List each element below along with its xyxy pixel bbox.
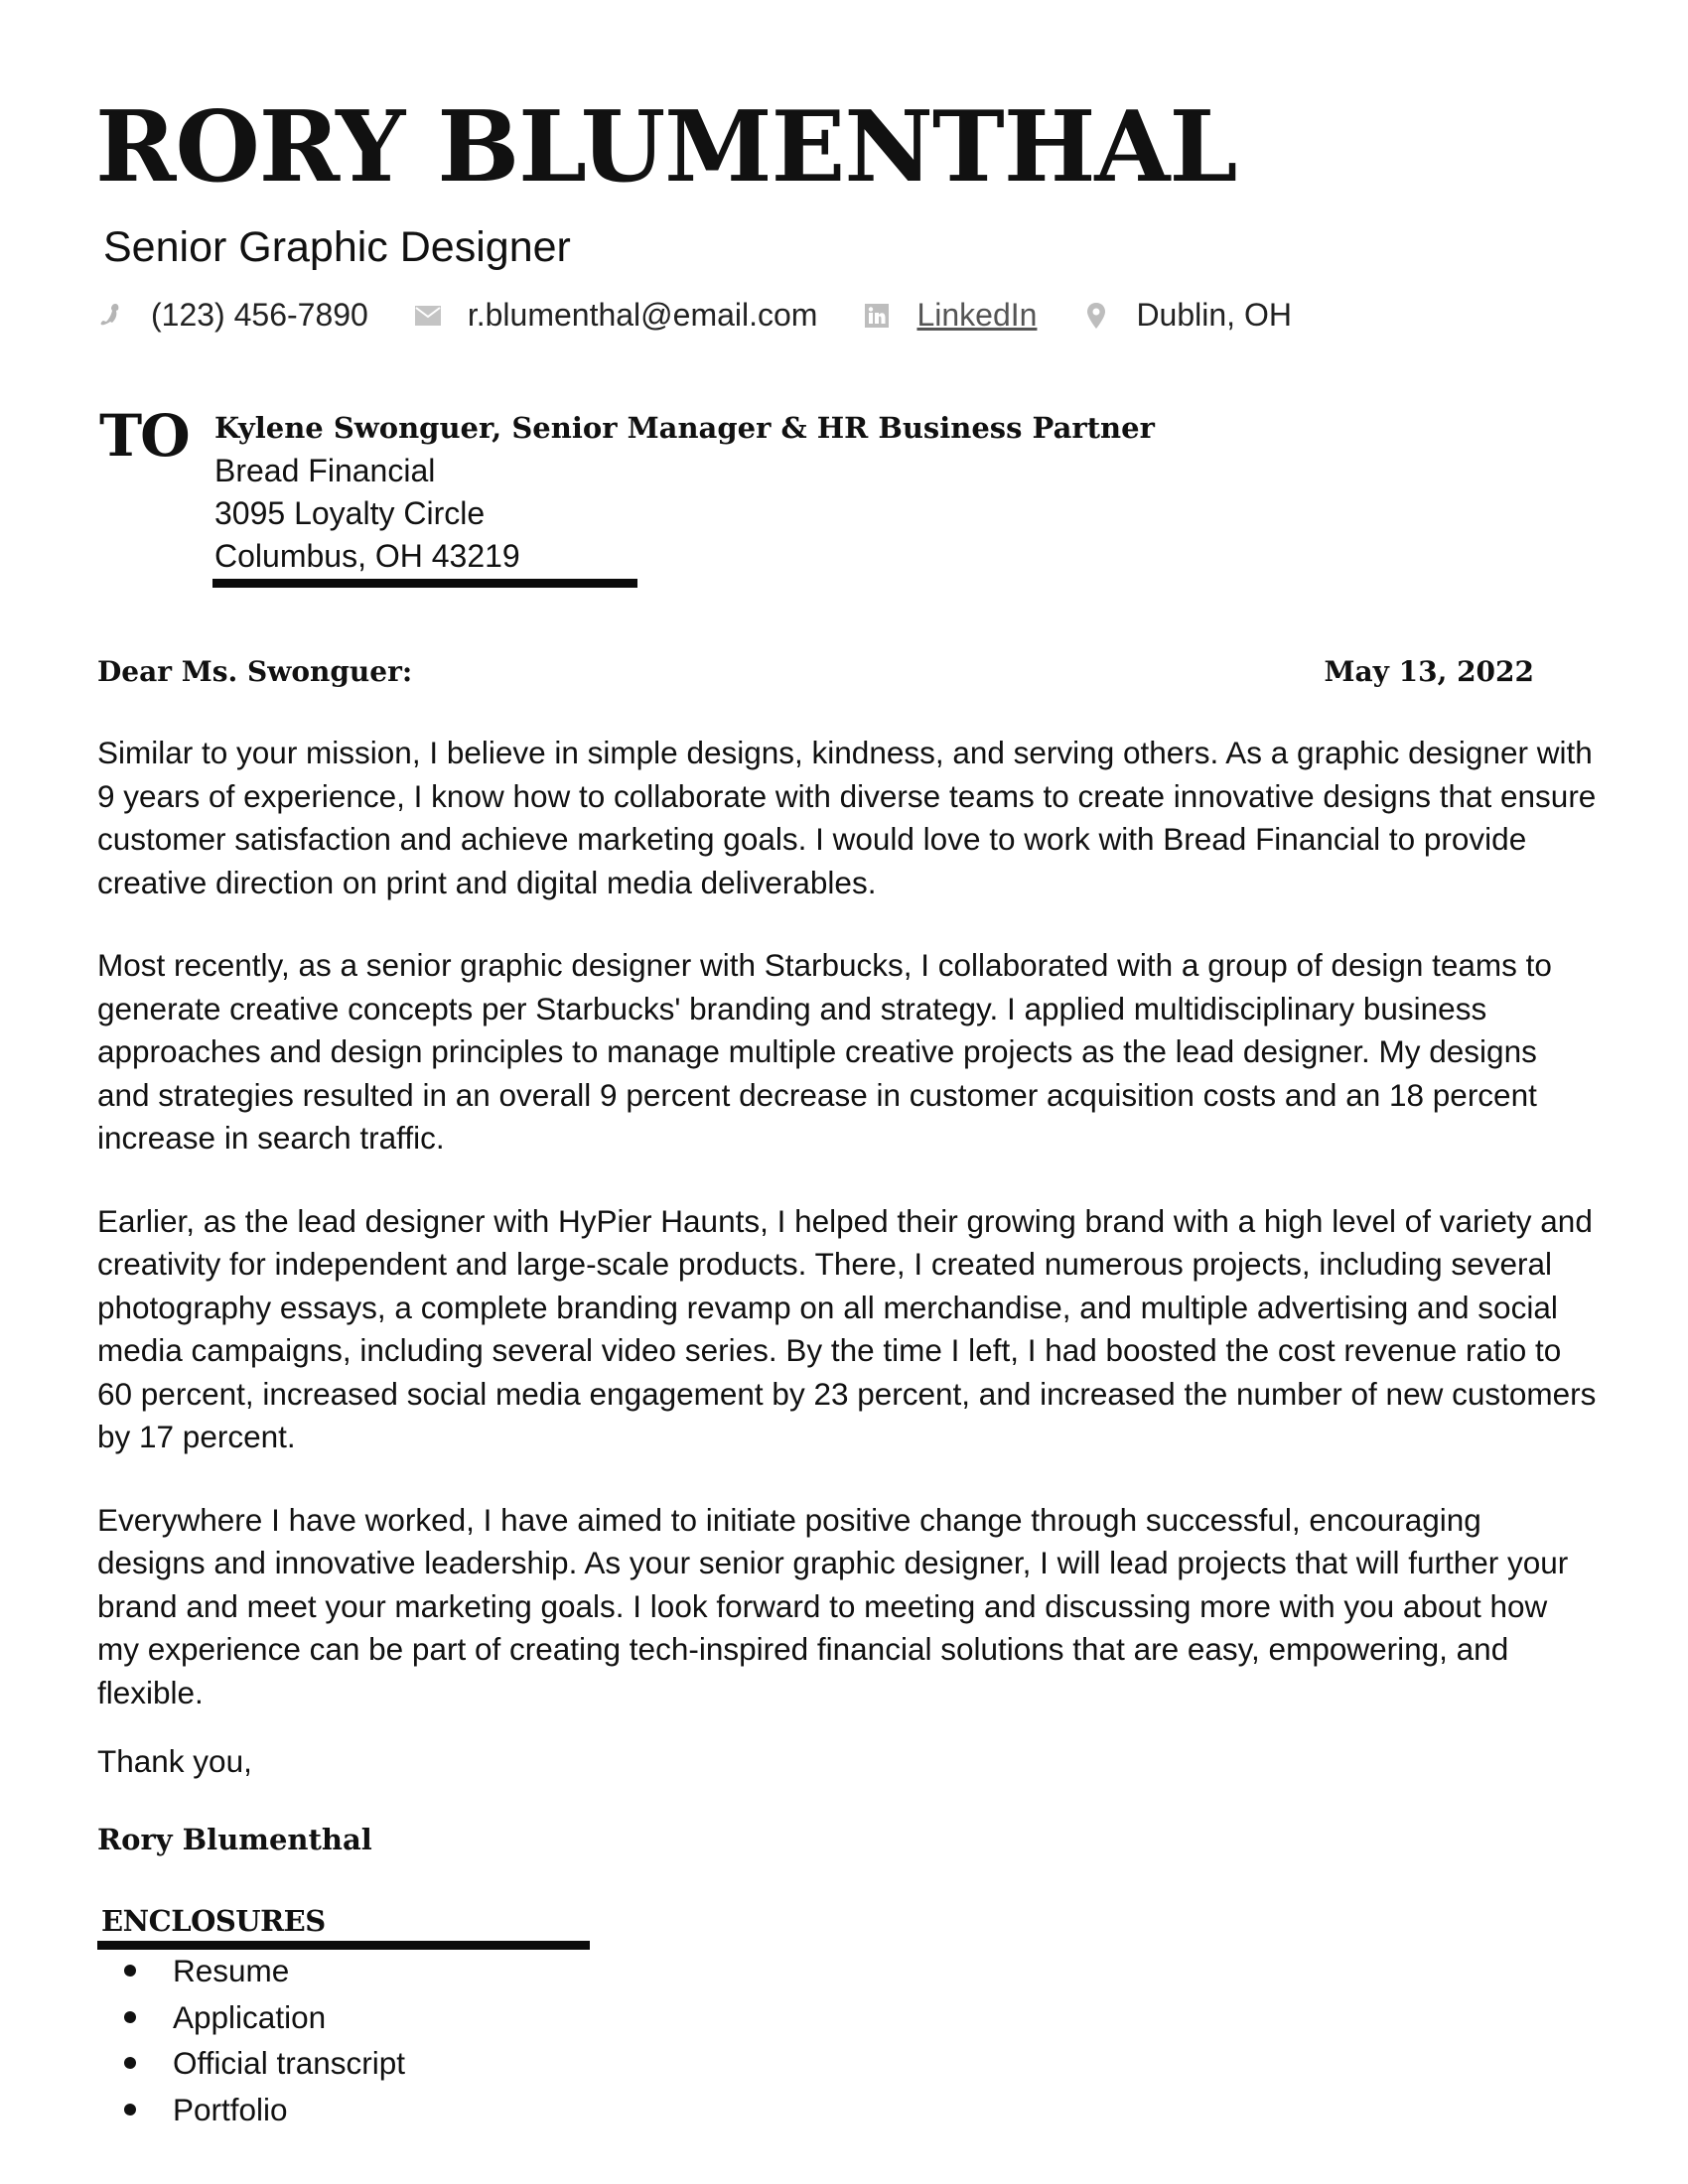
bullet-icon bbox=[124, 1965, 136, 1977]
bullet-icon bbox=[124, 2057, 136, 2069]
contact-phone bbox=[97, 297, 368, 334]
recipient-city: Columbus, OH 43219 bbox=[214, 538, 520, 574]
paragraph-intro: Similar to your mission, I believe in simple designs, kindness, and serving others. As a graphic designer with 9 years of experience, I know how to collaborate with diverse teams to create innovative designs that ensure customer satisfaction and achieve marketing goals. I would love to work with Bread Financial to provide creative direction on print and digital media deliverables. bbox=[97, 735, 1597, 900]
contact-location bbox=[1082, 297, 1292, 334]
closing-phrase: Thank you, bbox=[97, 1743, 252, 1779]
phone-icon bbox=[97, 302, 125, 330]
bullet-icon bbox=[124, 2104, 136, 2116]
recipient-company: Bread Financial bbox=[214, 453, 436, 488]
enclosure-label: Application bbox=[173, 1998, 327, 2035]
contact-linkedin bbox=[863, 297, 1037, 334]
enclosure-label: Official transcript bbox=[173, 2045, 405, 2081]
contact-bar bbox=[97, 297, 1337, 334]
recipient-street: 3095 Loyalty Circle bbox=[214, 495, 486, 531]
paragraph-hypier: Earlier, as the lead designer with HyPier Haunts, I helped their growing brand with a high level of variety and creativity for independent and large-scale products. There, I created numerous projects, including several photography essays, a complete branding revamp on all merchandise, and multiple advertising and social media campaigns, including several video series. By the time I left, I had boosted the cost revenue ratio to 60 percent, increased social media engagement by 23 percent, and increased the number of new customers by 17 percent. bbox=[97, 1202, 1597, 1454]
recipient-block bbox=[214, 407, 1155, 578]
applicant-name: RORY BLUMENTHAL bbox=[95, 90, 1237, 205]
envelope-icon bbox=[414, 302, 442, 330]
salutation: Dear Ms. Swonguer: bbox=[97, 655, 413, 688]
applicant-title: Senior Graphic Designer bbox=[103, 223, 571, 271]
to-label: TO bbox=[99, 402, 189, 470]
recipient-divider bbox=[212, 579, 637, 588]
letter-date: May 13, 2022 bbox=[1324, 655, 1534, 688]
enclosures-heading: ENCLOSURES bbox=[101, 1904, 326, 1938]
letter-body bbox=[97, 732, 1597, 1754]
enclosure-label: Portfolio bbox=[173, 2091, 288, 2127]
phone-number: (123) 456-7890 bbox=[151, 297, 368, 333]
paragraph-closing: Everywhere I have worked, I have aimed to initiate positive change through successful, encouraging designs and innovative leadership. As your senior graphic designer, I will lead projects that will further your brand and meet your marketing goals. I look forward to meeting and discussing more with you about how my experience can be part of creating tech-inspired financial solutions that are easy, empowering, and flexible. bbox=[97, 1501, 1569, 1710]
linkedin-link[interactable]: LinkedIn bbox=[916, 297, 1038, 333]
map-pin-icon bbox=[1082, 302, 1110, 330]
bullet-icon bbox=[124, 2011, 136, 2023]
signature-name: Rory Blumenthal bbox=[97, 1823, 372, 1856]
recipient-name: Kylene Swonguer, Senior Manager & HR Business Partner bbox=[214, 411, 1155, 445]
list-item bbox=[97, 1994, 405, 2041]
paragraph-starbucks: Most recently, as a senior graphic designer with Starbucks, I collaborated with a group of design teams to generate creative concepts per Starbucks' branding and strategy. I applied multidisciplinary business approaches and design principles to manage multiple creative projects as the lead designer. My designs and strategies resulted in an overall 9 percent decrease in customer acquisition costs and an 18 percent increase in search traffic. bbox=[97, 947, 1552, 1156]
contact-email bbox=[414, 297, 818, 334]
list-item bbox=[97, 2040, 405, 2087]
enclosures-list bbox=[97, 1948, 405, 2132]
location-text: Dublin, OH bbox=[1136, 297, 1292, 333]
enclosure-label: Resume bbox=[173, 1953, 290, 1988]
list-item bbox=[97, 2087, 405, 2133]
linkedin-icon bbox=[863, 302, 891, 330]
list-item bbox=[97, 1948, 405, 1994]
email-address[interactable]: r.blumenthal@email.com bbox=[467, 297, 818, 333]
